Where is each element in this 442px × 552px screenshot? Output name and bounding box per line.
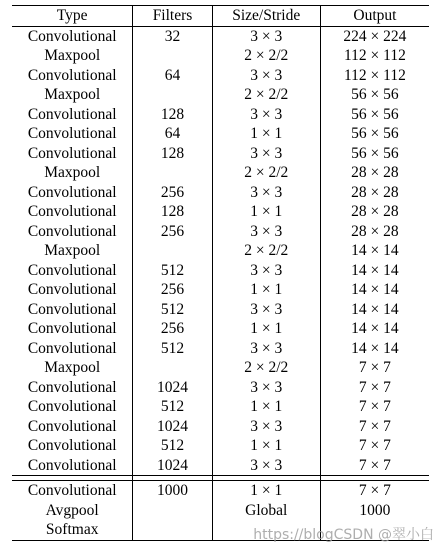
cell-output: 1000 bbox=[320, 501, 429, 521]
cell-size-stride: 1 × 1 bbox=[212, 280, 320, 300]
cell-type: Convolutional bbox=[12, 456, 133, 476]
cell-filters bbox=[133, 241, 212, 261]
cell-output: 7 × 7 bbox=[320, 397, 429, 417]
cell-type: Convolutional bbox=[27, 417, 117, 435]
cell-filters bbox=[133, 520, 212, 540]
cell-type: Maxpool bbox=[44, 47, 101, 64]
cell-size-stride: 1 × 1 bbox=[212, 436, 320, 456]
cell-filters bbox=[133, 163, 212, 183]
cell-output: 56 × 56 bbox=[320, 124, 429, 144]
table-body bbox=[12, 26, 429, 476]
cell-type: Convolutional bbox=[27, 261, 117, 279]
cell-output: 28 × 28 bbox=[320, 222, 429, 242]
cell-size-stride: 1 × 1 bbox=[212, 202, 320, 222]
cell-filters: 256 bbox=[133, 183, 212, 203]
cell-size-stride: 3 × 3 bbox=[212, 300, 320, 320]
cell-size-stride: 1 × 1 bbox=[212, 124, 320, 144]
cell-size-stride: 3 × 3 bbox=[212, 339, 320, 359]
table-row bbox=[12, 417, 429, 437]
cell-filters: 512 bbox=[133, 436, 212, 456]
table-row bbox=[12, 46, 429, 66]
cell-size-stride: 3 × 3 bbox=[212, 183, 320, 203]
cell-output: 14 × 14 bbox=[320, 261, 429, 281]
cell-size-stride: Global bbox=[212, 501, 320, 521]
cell-type: Convolutional bbox=[27, 222, 117, 240]
cell-output: 7 × 7 bbox=[320, 456, 429, 476]
cell-type: Avgpool bbox=[45, 501, 99, 519]
cell-output: 7 × 7 bbox=[320, 481, 429, 501]
cell-type: Convolutional bbox=[27, 183, 117, 201]
cell-size-stride: 3 × 3 bbox=[212, 378, 320, 398]
cell-output: 14 × 14 bbox=[320, 300, 429, 320]
cell-type: Convolutional bbox=[12, 481, 133, 501]
cell-type: Convolutional bbox=[27, 300, 117, 318]
cell-filters: 512 bbox=[133, 300, 212, 320]
cell-output: 224 × 224 bbox=[320, 26, 429, 46]
cell-type: Convolutional bbox=[27, 203, 117, 220]
cell-output: 14 × 14 bbox=[320, 339, 429, 359]
cell-size-stride: 2 × 2/2 bbox=[212, 46, 320, 66]
cell-type: Convolutional bbox=[27, 105, 117, 123]
cell-type: Convolutional bbox=[27, 339, 117, 357]
table-row bbox=[12, 66, 429, 86]
cell-output: 7 × 7 bbox=[320, 378, 429, 398]
table-row bbox=[12, 26, 429, 46]
cell-type: Convolutional bbox=[27, 437, 117, 454]
table-row bbox=[12, 105, 429, 125]
cell-type: Convolutional bbox=[27, 398, 117, 415]
cell-filters: 512 bbox=[133, 339, 212, 359]
cell-output: 56 × 56 bbox=[320, 105, 429, 125]
cell-size-stride: 3 × 3 bbox=[212, 105, 320, 125]
cell-type: Convolutional bbox=[27, 27, 117, 45]
table-row bbox=[12, 280, 429, 300]
table-row bbox=[12, 183, 429, 203]
cell-filters: 128 bbox=[133, 144, 212, 164]
table-row bbox=[12, 261, 429, 281]
cell-output: 14 × 14 bbox=[320, 280, 429, 300]
cell-filters: 32 bbox=[133, 26, 212, 46]
table-row bbox=[12, 163, 429, 183]
cell-type: Maxpool bbox=[44, 164, 101, 181]
table-header-row bbox=[12, 6, 429, 27]
cell-size-stride: 2 × 2/2 bbox=[212, 358, 320, 378]
cell-output: 28 × 28 bbox=[320, 163, 429, 183]
cell-output: 14 × 14 bbox=[320, 319, 429, 339]
cell-filters: 1024 bbox=[133, 378, 212, 398]
table-row bbox=[12, 481, 429, 501]
cell-output: 14 × 14 bbox=[320, 241, 429, 261]
cell-type: Convolutional bbox=[27, 320, 117, 337]
header-output: Output bbox=[320, 6, 429, 27]
cell-size-stride: 3 × 3 bbox=[212, 456, 320, 476]
cell-filters bbox=[133, 46, 212, 66]
cell-filters: 1024 bbox=[133, 456, 212, 476]
header-size-stride: Size/Stride bbox=[212, 6, 320, 27]
cell-type: Convolutional bbox=[27, 144, 117, 162]
cell-type: Maxpool bbox=[44, 359, 101, 376]
table-row bbox=[12, 501, 429, 521]
cell-type: Maxpool bbox=[44, 242, 101, 259]
cell-size-stride: 1 × 1 bbox=[212, 319, 320, 339]
cell-type: Convolutional bbox=[27, 66, 117, 84]
cell-filters: 1000 bbox=[133, 481, 212, 501]
cell-type: Convolutional bbox=[27, 125, 117, 142]
header-filters: Filters bbox=[133, 6, 212, 27]
watermark: https://blogCSDN @翠小白 bbox=[253, 527, 434, 543]
cell-filters: 128 bbox=[133, 105, 212, 125]
cell-size-stride: 3 × 3 bbox=[212, 26, 320, 46]
table-row bbox=[12, 222, 429, 242]
table-row bbox=[12, 339, 429, 359]
table-row bbox=[12, 300, 429, 320]
cell-filters: 256 bbox=[133, 319, 212, 339]
table-row bbox=[12, 241, 429, 261]
cell-filters: 64 bbox=[133, 66, 212, 86]
cell-size-stride: 3 × 3 bbox=[212, 222, 320, 242]
cell-size-stride: 2 × 2/2 bbox=[212, 241, 320, 261]
header-type: Type bbox=[12, 6, 133, 27]
table-row bbox=[12, 319, 429, 339]
cell-size-stride: 1 × 1 bbox=[212, 481, 320, 501]
cell-size-stride: 3 × 3 bbox=[212, 417, 320, 437]
cell-filters bbox=[133, 85, 212, 105]
table-row bbox=[12, 358, 429, 378]
table-row bbox=[12, 85, 429, 105]
cell-filters: 256 bbox=[133, 280, 212, 300]
table-row bbox=[12, 436, 429, 456]
table-row bbox=[12, 378, 429, 398]
cell-size-stride: 3 × 3 bbox=[212, 144, 320, 164]
cell-output: 112 × 112 bbox=[320, 46, 429, 66]
cell-type: Softmax bbox=[12, 520, 133, 540]
cell-type: Convolutional bbox=[27, 378, 117, 396]
table-row bbox=[12, 144, 429, 164]
cell-filters bbox=[133, 501, 212, 521]
cell-type: Maxpool bbox=[44, 86, 101, 103]
cell-filters: 256 bbox=[133, 222, 212, 242]
cell-filters bbox=[133, 358, 212, 378]
cell-size-stride: 2 × 2/2 bbox=[212, 85, 320, 105]
cell-size-stride: 1 × 1 bbox=[212, 397, 320, 417]
table-row bbox=[12, 397, 429, 417]
darknet-layer-table bbox=[12, 5, 429, 541]
cell-filters: 64 bbox=[133, 124, 212, 144]
cell-size-stride: 2 × 2/2 bbox=[212, 163, 320, 183]
table-row bbox=[12, 202, 429, 222]
cell-output: 7 × 7 bbox=[320, 417, 429, 437]
cell-output: 56 × 56 bbox=[320, 144, 429, 164]
cell-filters: 512 bbox=[133, 397, 212, 417]
cell-output: 28 × 28 bbox=[320, 202, 429, 222]
cell-size-stride: 3 × 3 bbox=[212, 66, 320, 86]
cell-size-stride: 3 × 3 bbox=[212, 261, 320, 281]
cell-filters: 1024 bbox=[133, 417, 212, 437]
table-row bbox=[12, 124, 429, 144]
table-row bbox=[12, 456, 429, 476]
cell-output: 56 × 56 bbox=[320, 85, 429, 105]
cell-output: 7 × 7 bbox=[320, 358, 429, 378]
cell-filters: 128 bbox=[133, 202, 212, 222]
cell-output: 28 × 28 bbox=[320, 183, 429, 203]
cell-type: Convolutional bbox=[27, 281, 117, 298]
cell-output: 7 × 7 bbox=[320, 436, 429, 456]
cell-filters: 512 bbox=[133, 261, 212, 281]
cell-output: 112 × 112 bbox=[320, 66, 429, 86]
